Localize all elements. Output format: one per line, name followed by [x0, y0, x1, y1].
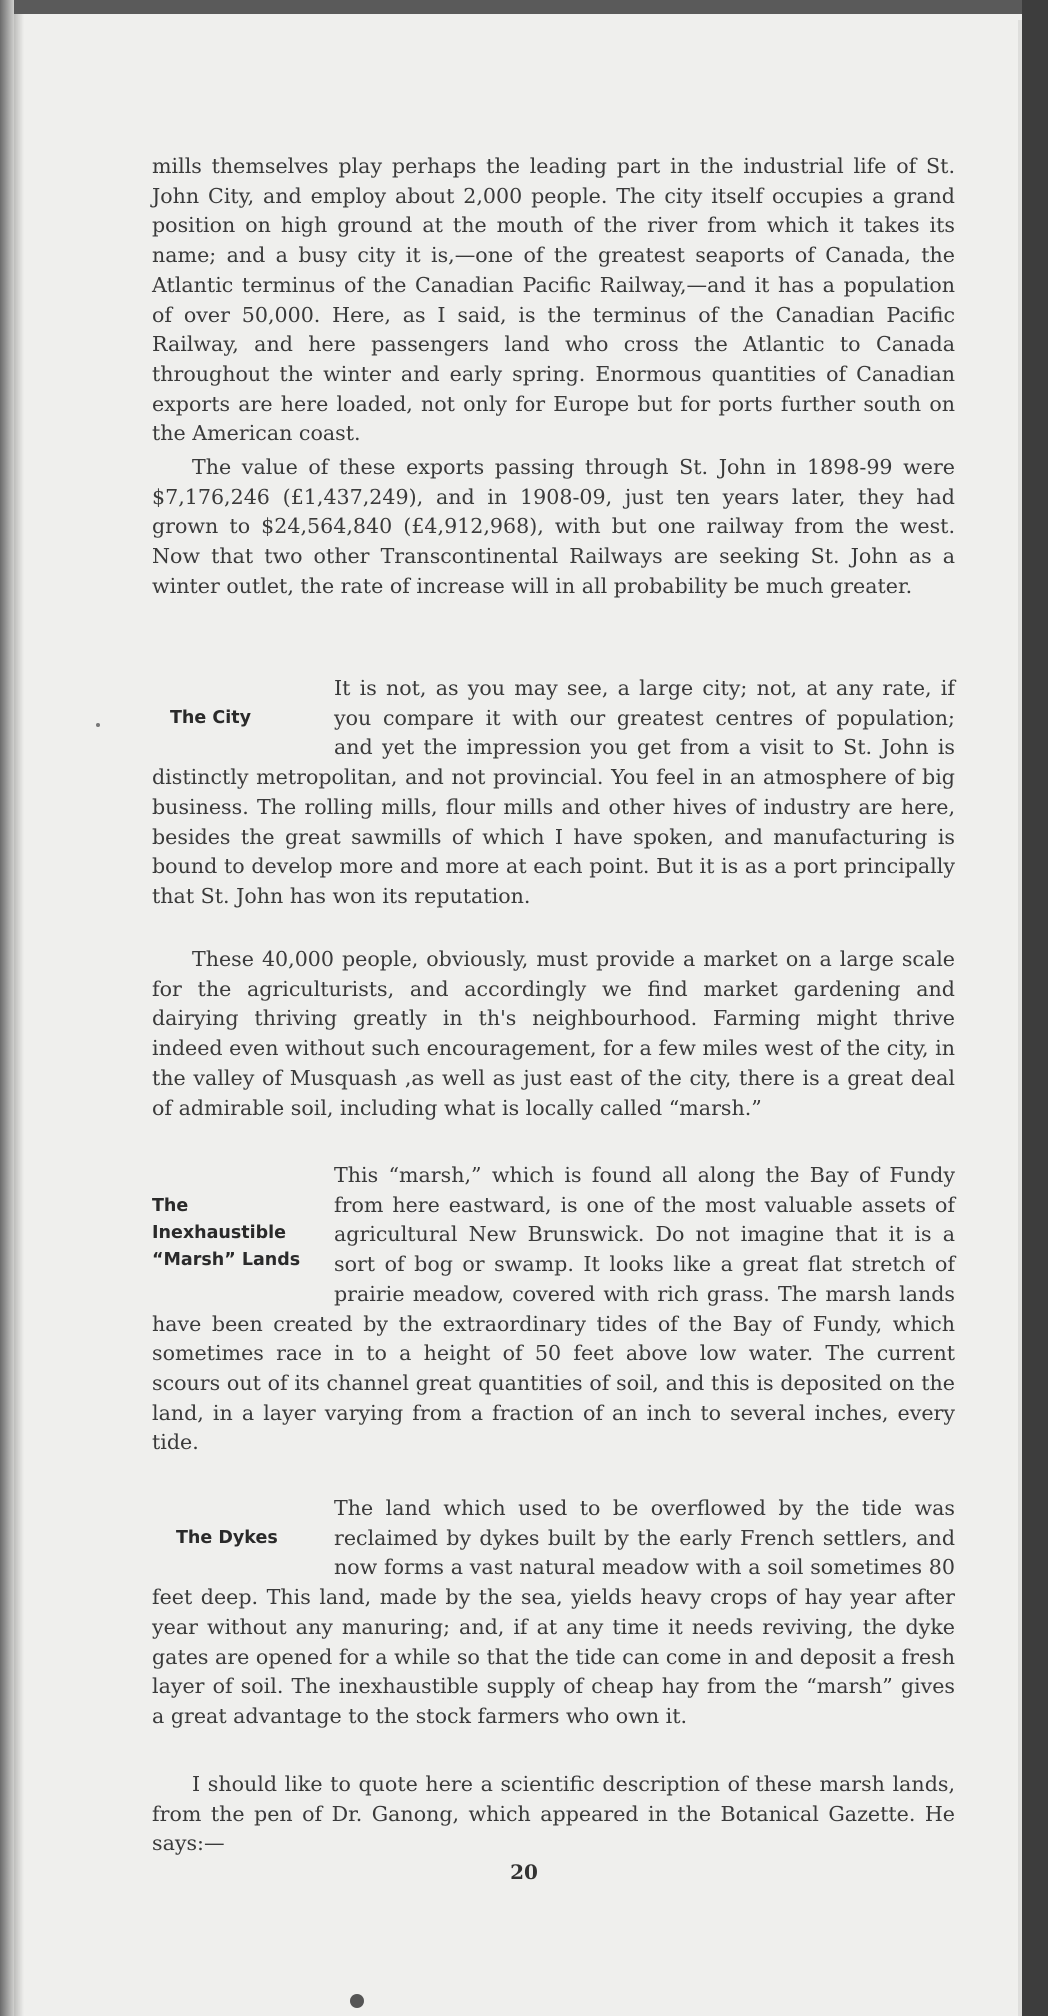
- page-binding-edge: [0, 0, 14, 2016]
- marsh-heading-line1: The: [152, 1196, 189, 1216]
- body-text-top: [152, 152, 955, 602]
- body-text-middle: [152, 945, 955, 1123]
- speck-mark: [96, 723, 100, 727]
- page-number: 20: [510, 1860, 538, 1884]
- paragraph-market: These 40,000 people, obviously, must provide a market on a large scale for the agriculturists, and accordingly we find market gardening and dairying thriving greatly in th's neighbourhood. Farming might thrive indeed even without such encouragement, for a few miles west of the city, in the valley of Musquash ,as well as just east of the city, there is a great deal of admirable soil, including what is locally called “marsh.”: [152, 947, 955, 1120]
- paragraph-marsh: This “marsh,” which is found all along the Bay of Fundy from here eastward, is one of the most valuable assets of agricultural New Brunswick. Do not imagine that it is a sort of bog or swamp. It looks like a great flat stretch of prairie meadow, covered with rich grass. The marsh lands have been created by the extraordinary tides of the Bay of Fundy, which sometimes race in to a height of 50 feet above low water. The current scours out of its channel great quantities of soil, and this is deposited on the land, in a layer varying from a fraction of an inch to several inches, every tide.: [152, 1163, 955, 1455]
- paragraph-dykes: The land which used to be overflowed by the tide was reclaimed by dykes built by the early French settlers, and now forms a vast natural meadow with a soil sometimes 80 feet deep. This land, made by the sea, yields heavy crops of hay year after year without any manuring; and, if at any time it needs reviving, the dyke gates are opened for a while so that the tide can come in and deposit a fresh layer of soil. The inexhaustible supply of cheap hay from the “marsh” gives a great advantage to the stock farmers who own it.: [152, 1496, 955, 1728]
- marsh-heading-line3: “Marsh” Lands: [152, 1250, 301, 1270]
- paragraph-mills: mills themselves play perhaps the leading part in the industrial life of St. John City, and employ about 2,000 people. The city itself occupies a grand position on high ground at the mouth of the river from which it takes its name; and a busy city it is,—one of the greatest seaports of Canada, the Atlantic terminus of the Canadian Pacific Railway,—and it has a population of over 50,000. Here, as I said, is the terminus of the Canadian Pacific Railway, and here passengers land who cross the Atlantic to Canada throughout the winter and early spring. Enormous quantities of Canadian exports are here loaded, not only for Europe but for ports further south on the American coast.: [152, 154, 955, 446]
- page-right-edge: [1022, 0, 1048, 2016]
- section-dykes: [152, 1494, 955, 1732]
- paragraph-quote-intro: I should like to quote here a scientific description of these marsh lands, from the pen of Dr. Ganong, which appeared in the Botanical Gazette. He says:—: [152, 1772, 955, 1856]
- binding-hole: [350, 1994, 364, 2008]
- section-marsh-lands: [152, 1161, 955, 1458]
- section-the-city: [152, 674, 955, 912]
- paragraph-city: It is not, as you may see, a large city; not, at any rate, if you compare it with our greatest centres of population; and yet the impression you get from a visit to St. John is distinctly metropolitan, and not provincial. You feel in an atmosphere of big business. The rolling mills, flour mills and other hives of industry are here, besides the great sawmills of which I have spoken, and manufacturing is bound to develop more and more at each point. But it is as a port principally that St. John has won its reputation.: [152, 676, 955, 908]
- body-text-bottom: [152, 1770, 955, 1859]
- paragraph-exports: The value of these exports passing through St. John in 1898-99 were $7,176,246 (£1,437,249), and in 1908-09, just ten years later, they had grown to $24,564,840 (£4,912,968), with but one railway from the west. Now that two other Transcontinental Railways are seeking St. John as a winter outlet, the rate of increase will in all probability be much greater.: [152, 455, 955, 598]
- page-top-edge: [0, 0, 1048, 14]
- marsh-heading-line2: Inexhaustible: [152, 1223, 287, 1243]
- page-binding-shadow: [14, 14, 24, 2016]
- side-heading-the-city: The City: [170, 708, 251, 728]
- side-heading-the-dykes: The Dykes: [176, 1528, 278, 1548]
- side-heading-marsh-lands: [152, 1161, 334, 1281]
